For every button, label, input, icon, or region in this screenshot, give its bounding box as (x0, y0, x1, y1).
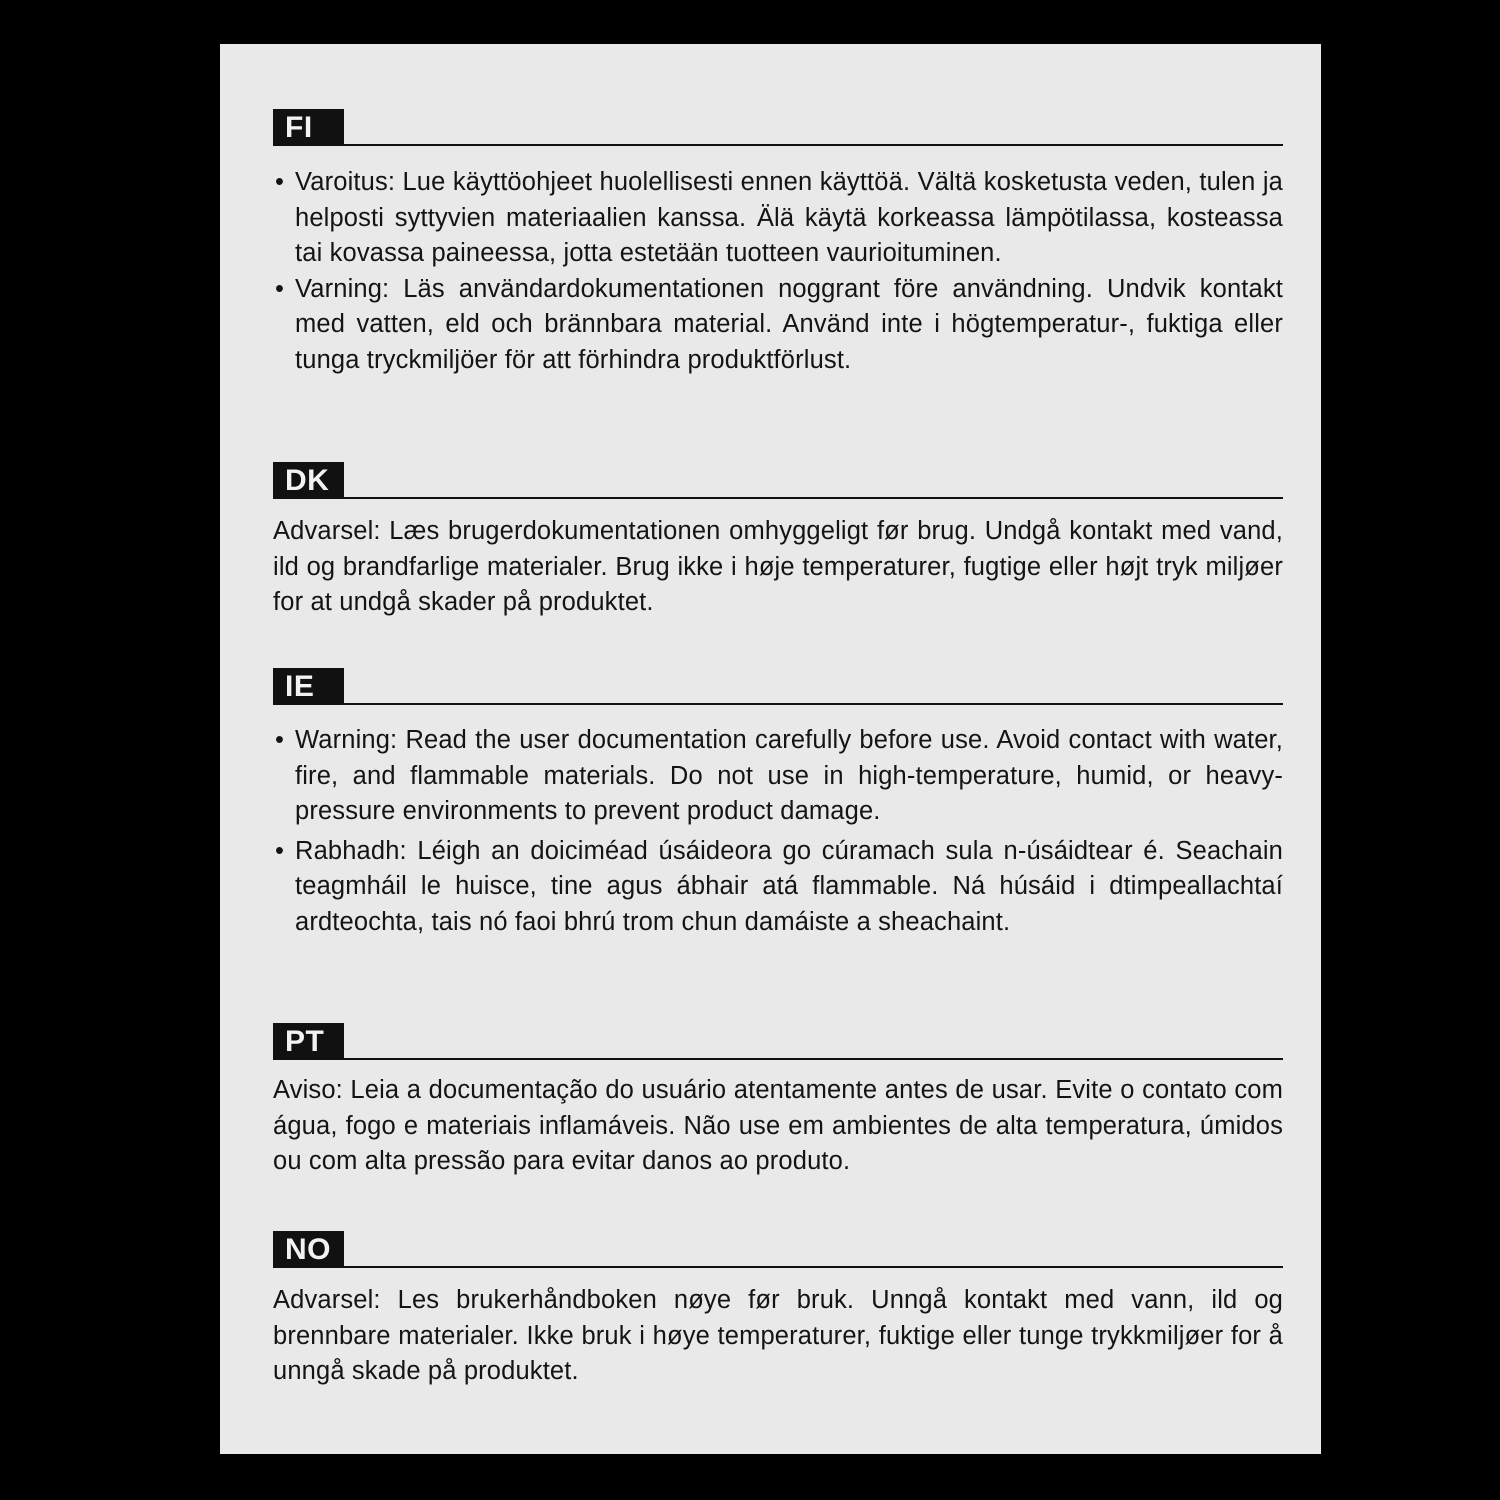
language-tag-pt: PT (273, 1023, 344, 1060)
header-rule (344, 1266, 1283, 1268)
section-header-no (273, 1231, 1283, 1269)
body-dk (273, 514, 1283, 621)
section-header-ie (273, 668, 1283, 706)
warning-text-pt: Aviso: Leia a documentação do usuário atentamente antes de usar. Evite o contato com água, fogo e materiais inflamáveis. Não use em ambientes de alta temperatura, úmidos ou com alta pressão para evitar danos ao produto. (273, 1076, 1283, 1175)
section-no (273, 1231, 1283, 1390)
language-tag-no: NO (273, 1231, 344, 1268)
section-header-fi (273, 109, 1283, 147)
list-item (273, 165, 1283, 272)
bullet-list-fi (273, 165, 1283, 378)
list-item (273, 723, 1283, 830)
bullet-list-ie (273, 723, 1283, 940)
section-ie (273, 668, 1283, 940)
body-pt (273, 1073, 1283, 1180)
list-item (273, 272, 1283, 379)
bullet-marker: • (275, 726, 284, 754)
section-pt (273, 1023, 1283, 1180)
header-rule (344, 497, 1283, 499)
language-tag-fi: FI (273, 109, 344, 146)
bullet-marker: • (275, 274, 284, 303)
section-fi (273, 109, 1283, 378)
header-rule (344, 1058, 1283, 1060)
warning-text-fi: Varoitus: Lue käyttöohjeet huolellisesti ennen käyttöä. Vältä kosketusta veden, tulen ja helposti syttyvien materiaalien kanssa. Älä käytä korkeassa lämpötilassa, kosteassa tai kovassa paineessa, jotta estetään tuotteen vaurioituminen. (295, 168, 1283, 267)
list-item (273, 834, 1283, 941)
warning-text-ga: Rabhadh: Léigh an doiciméad úsáideora go cúramach sula n-úsáidtear é. Seachain teagmháil le huisce, tine agus ábhair atá flammable. Ná húsáid i dtimpeallachtaí ardteochta, tais nó faoi bhrú trom chun damáiste a sheachaint. (295, 836, 1283, 936)
warning-text-dk: Advarsel: Læs brugerdokumentationen omhyggeligt før brug. Undgå kontakt med vand, ild og brandfarlige materialer. Brug ikke i høje temperaturer, fugtige eller højt tryk miljøer for at undgå skader på produktet. (273, 517, 1283, 616)
warning-text-sv: Varning: Läs användardokumentationen noggrant före användning. Undvik kontakt med vatten, eld och brännbara material. Använd inte i högtemperatur-, fuktiga eller tunga tryckmiljöer för att förhindra produktförlust. (295, 274, 1283, 374)
language-tag-dk: DK (273, 462, 344, 499)
document-page (220, 44, 1321, 1454)
section-header-pt (273, 1023, 1283, 1061)
bullet-marker: • (275, 168, 284, 196)
language-tag-ie: IE (273, 668, 344, 705)
bullet-marker: • (275, 836, 284, 865)
section-header-dk (273, 462, 1283, 500)
body-no (273, 1283, 1283, 1390)
warning-text-no: Advarsel: Les brukerhåndboken nøye før bruk. Unngå kontakt med vann, ild og brennbare materialer. Ikke bruk i høye temperaturer, fuktige eller tunge trykkmiljøer for å unngå skade på produktet. (273, 1286, 1283, 1385)
warning-text-en: Warning: Read the user documentation carefully before use. Avoid contact with water, fire, and flammable materials. Do not use in high-temperature, humid, or heavy-pressure environments to prevent product damage. (295, 726, 1283, 825)
section-dk (273, 462, 1283, 621)
header-rule (344, 144, 1283, 146)
header-rule (344, 703, 1283, 705)
